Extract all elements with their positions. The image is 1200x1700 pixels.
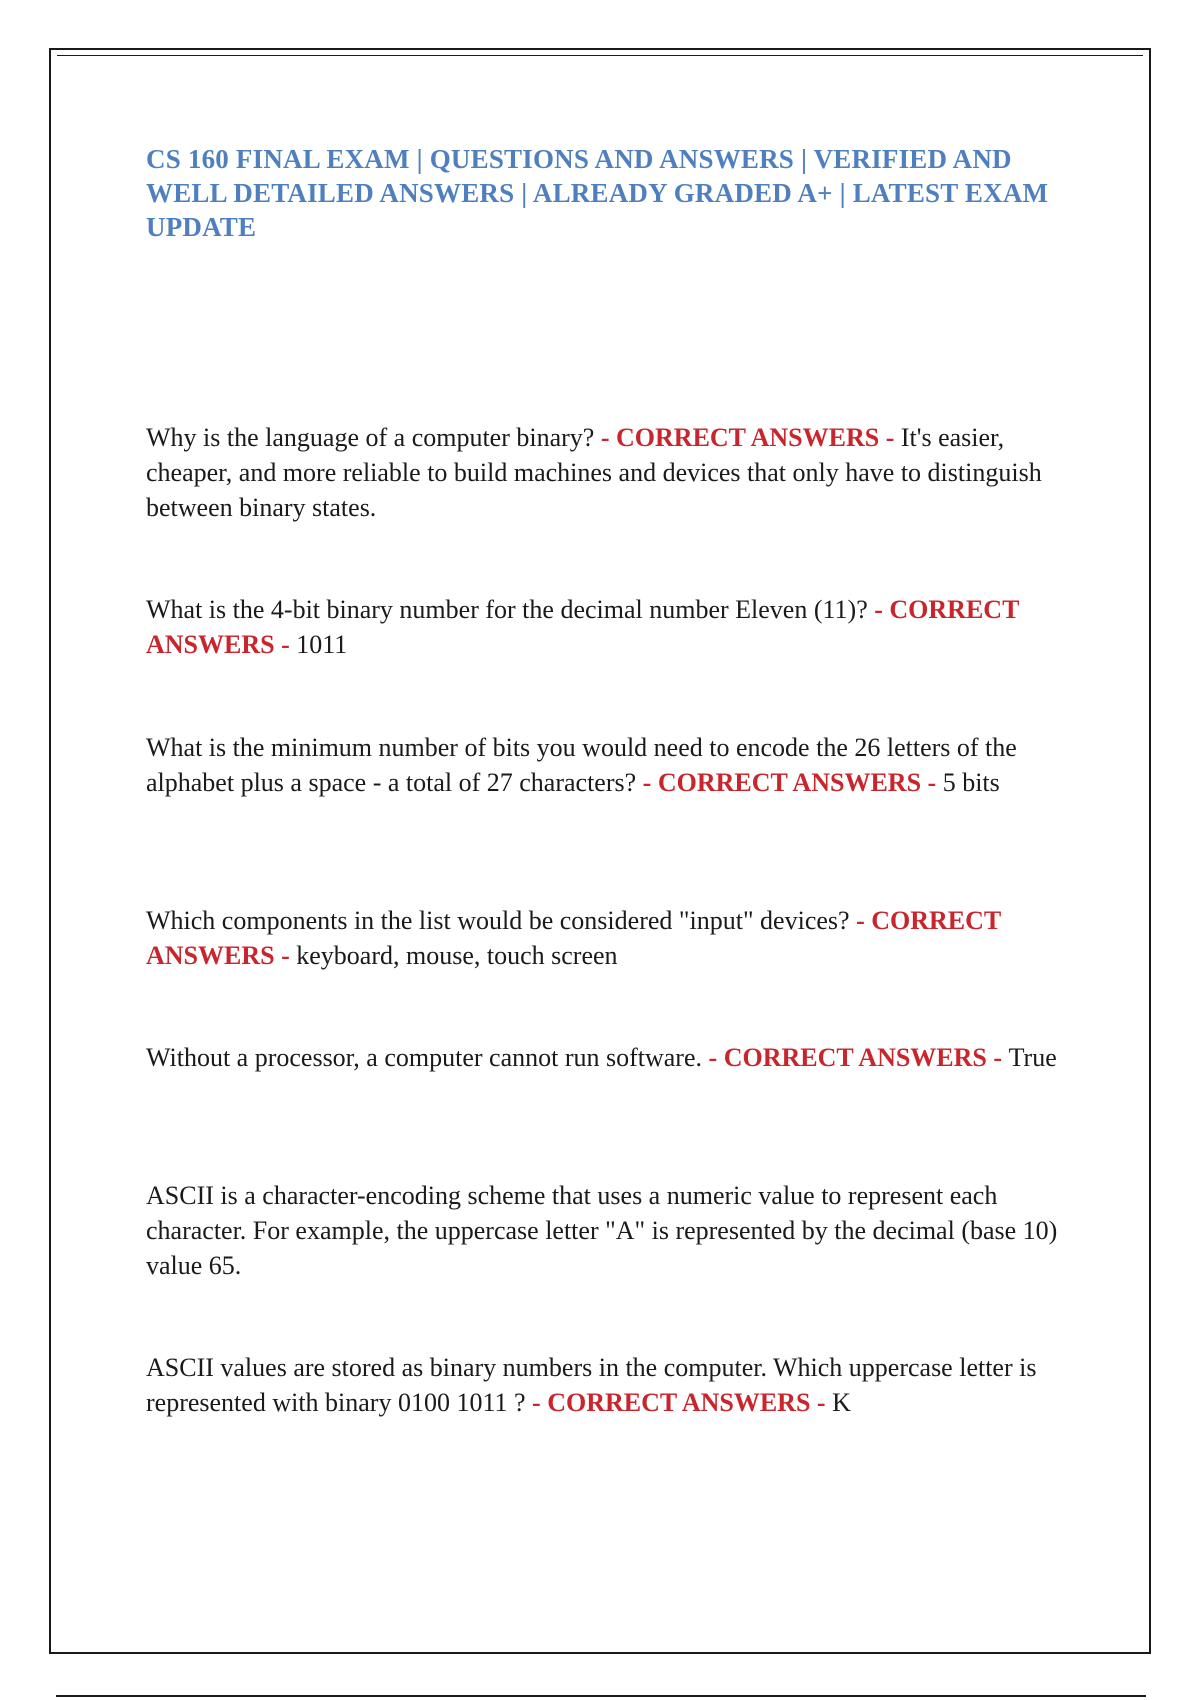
qa-item	[146, 1178, 1066, 1283]
statement-text: ASCII is a character-encoding scheme that uses a numeric value to represent each character. For example, the uppercase letter "A" is represented by the decimal (base 10) value 65.	[146, 1181, 1058, 1280]
answer-text: keyboard, mouse, touch screen	[296, 941, 618, 970]
answer-text: K	[832, 1388, 851, 1417]
qa-item	[146, 592, 1066, 662]
answer-label: CORRECT ANSWERS	[146, 595, 1019, 659]
qa-item	[146, 420, 1066, 525]
question-text: What is the minimum number of bits you would need to encode the 26 letters of the alphabet plus a space - a total of 27 characters?	[146, 733, 1017, 797]
question-text: Why is the language of a computer binary?	[146, 423, 595, 452]
answer-label: CORRECT ANSWERS	[146, 906, 1001, 970]
answer-text: It's easier, cheaper, and more reliable to build machines and devices that only have to distinguish between binary states.	[146, 423, 1042, 522]
qa-item	[146, 1350, 1066, 1420]
answer-separator: -	[921, 768, 943, 797]
answer-separator: -	[525, 1388, 548, 1417]
answer-separator: -	[849, 906, 872, 935]
answer-separator: -	[810, 1388, 833, 1417]
answer-separator: -	[879, 423, 901, 452]
question-text: What is the 4-bit binary number for the decimal number Eleven (11)?	[146, 595, 868, 624]
answer-separator: -	[636, 768, 658, 797]
answer-text: 5 bits	[942, 768, 1000, 797]
frame-top-rule	[57, 55, 1143, 56]
qa-item	[146, 1040, 1066, 1075]
question-text: Which components in the list would be considered "input" devices?	[146, 906, 850, 935]
answer-label: CORRECT ANSWERS	[657, 768, 922, 797]
qa-item	[146, 903, 1066, 973]
answer-separator: -	[986, 1043, 1009, 1072]
question-text: Without a processor, a computer cannot run software.	[146, 1043, 703, 1072]
next-page-top-rule	[56, 1695, 1146, 1697]
answer-text: 1011	[296, 630, 348, 659]
answer-separator: -	[867, 595, 890, 624]
answer-separator: -	[702, 1043, 724, 1072]
answer-separator: -	[274, 941, 297, 970]
question-text: ASCII values are stored as binary numbers in the computer. Which uppercase letter is represented with binary 0100 1011 ?	[146, 1353, 1037, 1417]
qa-item	[146, 730, 1066, 800]
answer-label: CORRECT ANSWERS	[547, 1388, 811, 1417]
answer-label: CORRECT ANSWERS	[616, 423, 880, 452]
answer-label: CORRECT ANSWERS	[723, 1043, 987, 1072]
document-title: CS 160 FINAL EXAM | QUESTIONS AND ANSWERS | VERIFIED AND WELL DETAILED ANSWERS | ALREADY GRADED A+ | LATEST EXAM UPDATE	[146, 144, 1049, 242]
answer-separator: -	[274, 630, 297, 659]
answer-separator: -	[594, 423, 617, 452]
answer-text: True	[1008, 1043, 1057, 1072]
